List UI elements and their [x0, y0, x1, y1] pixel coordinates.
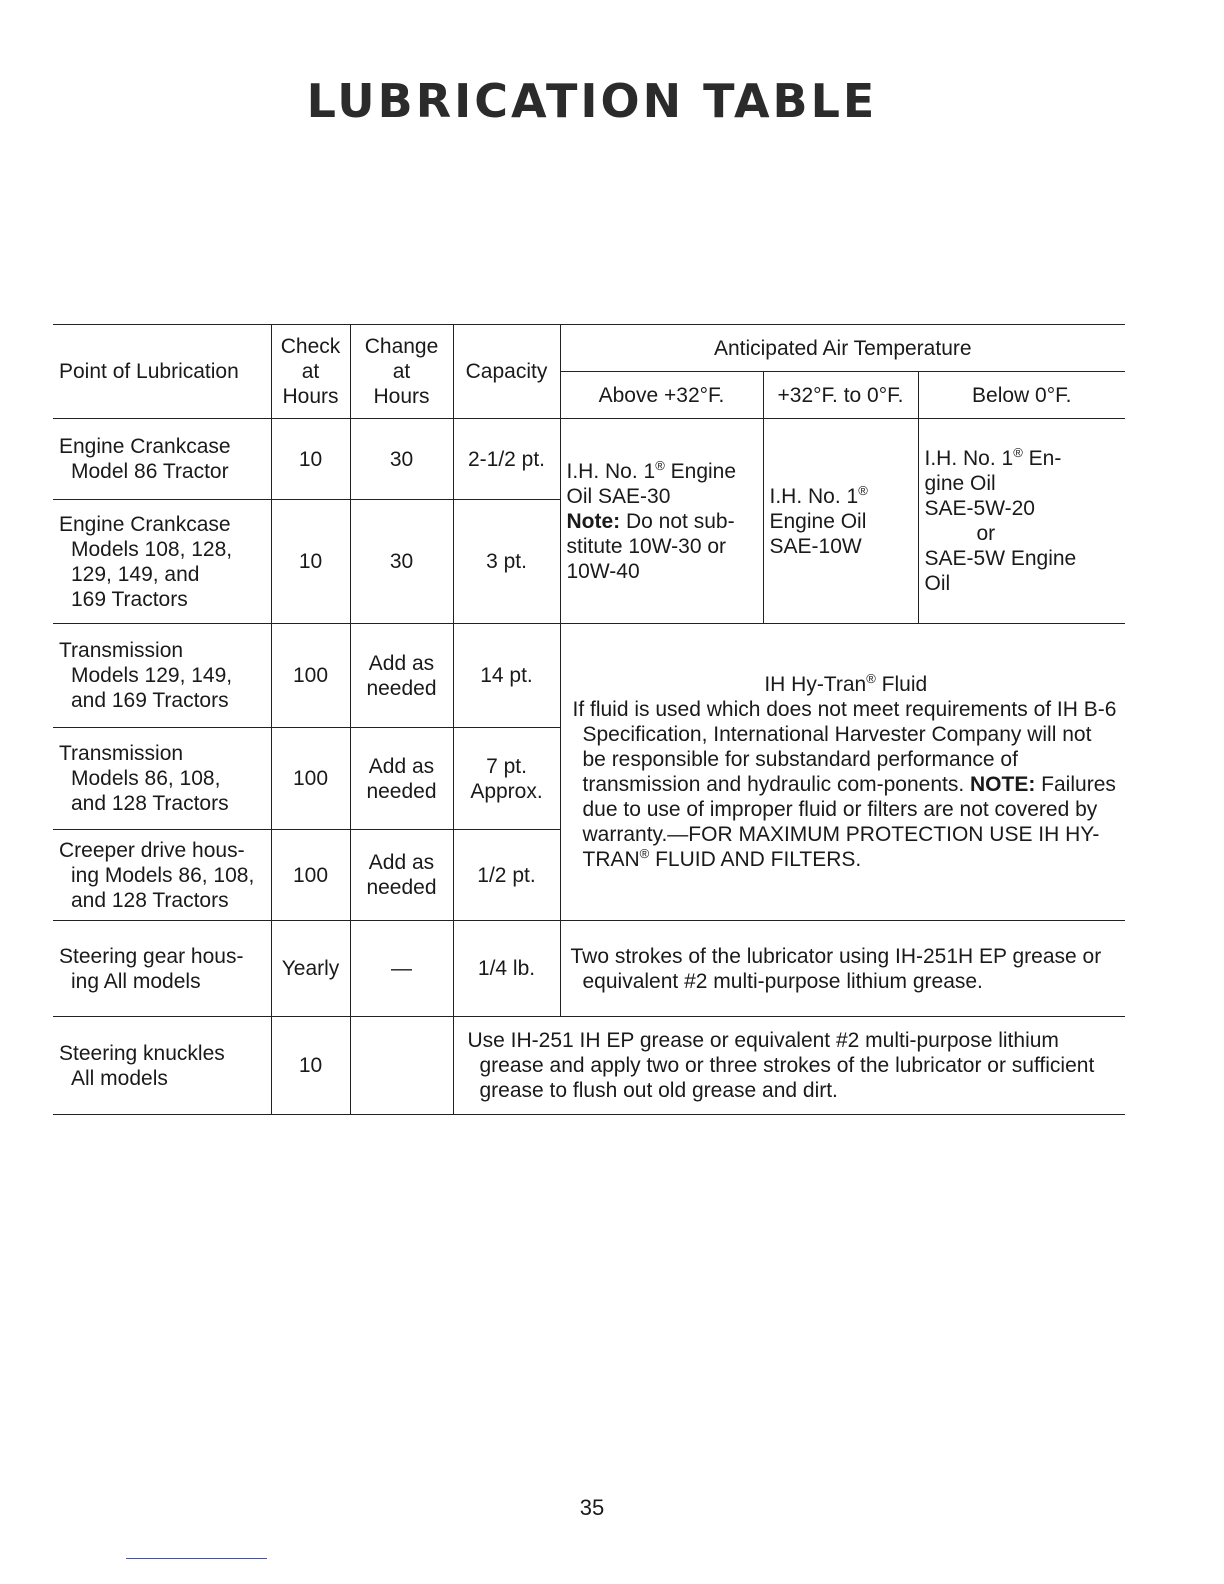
capacity-cell: 7 pt. Approx. — [453, 728, 560, 830]
check-cell: 10 — [271, 1017, 350, 1115]
capacity-cell: 3 pt. — [453, 500, 560, 624]
header-row — [53, 325, 1125, 372]
oil-mid-cell: I.H. No. 1® Engine Oil SAE-10W — [763, 419, 918, 624]
oil-below-cell: I.H. No. 1® En- gine Oil SAE-5W-20 or SAE-5W Engine Oil — [918, 419, 1125, 624]
capacity-cell: 14 pt. — [453, 624, 560, 728]
point-cell: Steering gear hous- ing All models — [53, 921, 271, 1017]
check-cell: 100 — [271, 728, 350, 830]
hytran-cell: IH Hy-Tran® Fluid If fluid is used which does not meet requirements of IH B-6 Specification, International Harvester Company will not be responsible for substandard performance of transmission and hydraulic com-ponents. NOTE: Failures due to use of improper fluid or filters are not covered by warranty.—FOR MAXIMUM PROTECTION USE IH HY-TRAN® FLUID AND FILTERS. — [560, 624, 1125, 921]
header-check: Check at Hours — [271, 325, 350, 419]
capacity-cell: 1/2 pt. — [453, 830, 560, 921]
change-cell: 30 — [350, 500, 453, 624]
steering-knuckle-note: Use IH-251 IH EP grease or equivalent #2 multi-purpose lithium grease and apply two or three strokes of the lubricator or sufficient grease to flush out old grease and dirt. — [453, 1017, 1125, 1115]
table-row — [53, 921, 1125, 1017]
change-cell — [350, 1017, 453, 1115]
point-cell: Transmission Models 86, 108, and 128 Tractors — [53, 728, 271, 830]
point-cell: Creeper drive hous- ing Models 86, 108, and 128 Tractors — [53, 830, 271, 921]
header-point: Point of Lubrication — [53, 325, 271, 419]
change-cell: Add as needed — [350, 728, 453, 830]
header-temperature: Anticipated Air Temperature — [560, 325, 1125, 372]
header-capacity: Capacity — [453, 325, 560, 419]
check-cell: 10 — [271, 419, 350, 500]
page-title: LUBRICATION TABLE — [306, 74, 878, 128]
change-cell: Add as needed — [350, 624, 453, 728]
check-cell: Yearly — [271, 921, 350, 1017]
lubrication-table — [53, 324, 1125, 1115]
change-cell: — — [350, 921, 453, 1017]
change-cell: Add as needed — [350, 830, 453, 921]
point-cell: Engine Crankcase Model 86 Tractor — [53, 419, 271, 500]
table-row — [53, 1017, 1125, 1115]
header-temp-below: Below 0°F. — [918, 372, 1125, 419]
header-temp-above: Above +32°F. — [560, 372, 763, 419]
check-cell: 100 — [271, 624, 350, 728]
oil-above-cell: I.H. No. 1® Engine Oil SAE-30 Note: Do not sub- stitute 10W-30 or 10W-40 — [560, 419, 763, 624]
capacity-cell: 1/4 lb. — [453, 921, 560, 1017]
header-change: Change at Hours — [350, 325, 453, 419]
point-cell: Steering knuckles All models — [53, 1017, 271, 1115]
steering-gear-note: Two strokes of the lubricator using IH-251H EP grease or equivalent #2 multi-purpose lithium grease. — [560, 921, 1125, 1017]
header-temp-mid: +32°F. to 0°F. — [763, 372, 918, 419]
footer-rule — [126, 1558, 267, 1559]
check-cell: 10 — [271, 500, 350, 624]
point-cell: Transmission Models 129, 149, and 169 Tractors — [53, 624, 271, 728]
table-row — [53, 419, 1125, 500]
point-cell: Engine Crankcase Models 108, 128, 129, 149, and 169 Tractors — [53, 500, 271, 624]
capacity-cell: 2-1/2 pt. — [453, 419, 560, 500]
table-row — [53, 624, 1125, 728]
change-cell: 30 — [350, 419, 453, 500]
check-cell: 100 — [271, 830, 350, 921]
page-number: 35 — [579, 1495, 605, 1520]
